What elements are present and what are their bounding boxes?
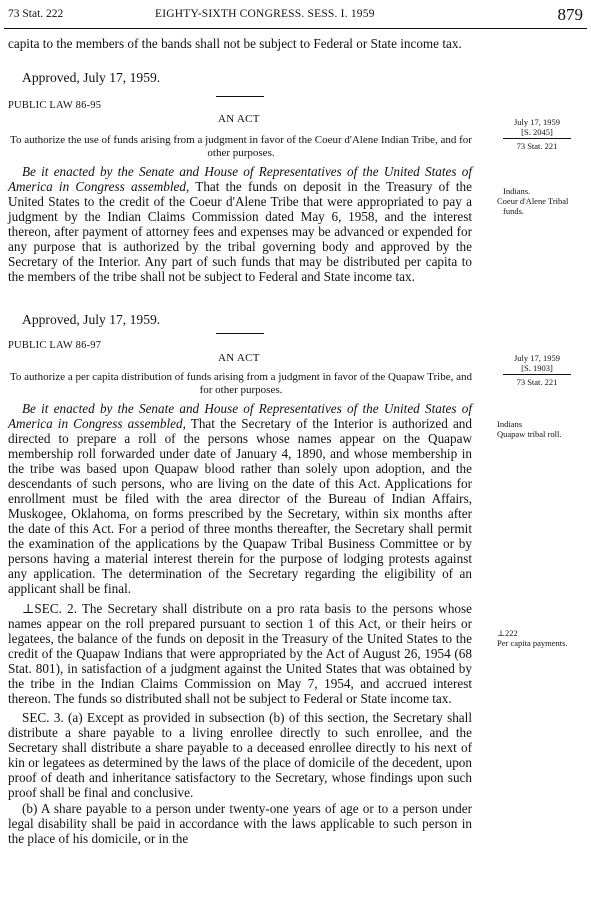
margin-rule — [503, 138, 571, 139]
section-1-text: That the Secretary of the Interior is authorized and directed to prepare a roll of the persons whose names appear on the Quapaw membership roll forwarded under date of January 4, 1890, and whose membership in the tribe was based upon Quapaw blood rather than solely upon adoption, and the descendants of such persons, who are living on the date of this Act. Applications for enrollment must be filed with the area director of the Bureau of Indian Affairs, Muskogee, Oklahoma, on forms prescribed by the Secretary, within six months after the date of this Act. For a period of three months thereafter, the Secretary shall permit the examination of the applications by the Quapaw Tribal Business Committee or by persons having a material interest therein for the purpose of lodging protests against any application. The determination of the Secretary regarding the eligibility of an applicant shall be final. — [8, 416, 472, 596]
public-law-number: PUBLIC LAW 86-95 — [8, 100, 102, 111]
enacting-clause: Be it enacted by the Senate and House of Representatives of the United States of America in Congress assembled, — [8, 164, 472, 194]
margin-bill-number: [S. 1903] — [521, 363, 553, 373]
act-purpose: To authorize a per capita distribution of funds arising from a judgment in favor of the Quapaw Tribe, and for other purposes. — [9, 371, 473, 396]
act-body — [8, 401, 472, 846]
act-heading: AN ACT — [218, 352, 260, 364]
section-3a-text: SEC. 3. (a) Except as provided in subsection (b) of this section, the Secretary shall distribute a share payable to a living enrollee directly to such enrollee, and the Secretary shall distribute a share payable to a deceased enrollee directly to his next of kin or legatees as determined by the laws of the place of domicile of the decedent, upon proof of death and inheritance satisfactory to the Secretary, whose findings upon such proof shall be final and conclusive. — [8, 710, 472, 800]
enacting-clause: Be it enacted by the Senate and House of Representatives of the United States of America in Congress assembled, — [8, 401, 472, 431]
margin-note-line: Indians — [497, 419, 523, 429]
margin-citation — [497, 353, 577, 387]
margin-note — [497, 419, 589, 439]
margin-rule — [503, 374, 571, 375]
running-header-stat-citation: 73 Stat. 222 — [8, 8, 64, 20]
act-purpose: To authorize the use of funds arising from a judgment in favor of the Coeur d'Alene Indian Tribe, and for other purposes. — [10, 134, 472, 159]
header-rule — [4, 28, 587, 29]
margin-note-line: Coeur d'Alene Tribal funds. — [497, 196, 569, 216]
margin-note-line: Per capita payments. — [497, 638, 568, 648]
margin-note-line: Indians. — [503, 186, 531, 196]
act-heading: AN ACT — [218, 113, 260, 125]
carryover-paragraph: capita to the members of the bands shall not be subject to Federal or State income tax. — [8, 36, 462, 51]
margin-bill-number: [S. 2045] — [521, 127, 553, 137]
section-divider — [216, 333, 264, 334]
running-header-title: EIGHTY-SIXTH CONGRESS. SESS. I. 1959 — [155, 8, 375, 20]
margin-citation — [497, 117, 577, 151]
section-divider — [216, 96, 264, 97]
margin-note — [497, 186, 589, 216]
section-3b-text: (b) A share payable to a person under twenty-one years of age or to a person under legal disability shall be paid in accordance with the laws applicable to such person in the place of his domicile, or in the — [8, 801, 472, 846]
margin-date: July 17, 1959 — [513, 353, 561, 363]
margin-note-line: ⊥222 — [497, 628, 518, 638]
section-text: That the funds on deposit in the Treasury of the United States to the credit of the Coeur d'Alene Tribe that were appropriated to pay a judgment by the Indian Claims Commission dated May 6, 1958, and the interest thereon, after payment of attorney fees and expenses may be advanced or expended for any purpose that is authorized by the tribal governing body and approved by the Secretary of the Interior. Any part of such funds that may be distributed per capita to the members of the tribe shall not be subject to Federal and State income tax. — [8, 179, 472, 284]
margin-note-line: Quapaw tribal roll. — [497, 429, 562, 439]
enacting-section — [8, 164, 472, 284]
public-law-number: PUBLIC LAW 86-97 — [8, 340, 102, 351]
page-number: 879 — [557, 5, 583, 24]
margin-date: July 17, 1959 — [513, 117, 561, 127]
margin-stat: 73 Stat. 221 — [516, 141, 558, 151]
approved-date: Approved, July 17, 1959. — [22, 312, 161, 327]
margin-note — [497, 628, 589, 648]
section-2-text: ⊥SEC. 2. The Secretary shall distribute on a pro rata basis to the persons whose names appear on the roll prepared pursuant to section 1 of this Act, or their heirs or legatees, the balance of the funds on deposit in the Treasury of the United States to the credit of the Quapaw Indians that were appropriated by the Act of August 26, 1954 (68 Stat. 801), in satisfaction of a judgment against the United States that was obtained by the tribe in the Indian Claims Commission on May 7, 1954, and accrued interest thereon. The funds so distributed shall not be subject to Federal or State income tax. — [8, 601, 472, 706]
margin-stat: 73 Stat. 221 — [516, 377, 558, 387]
approved-date: Approved, July 17, 1959. — [22, 70, 161, 85]
